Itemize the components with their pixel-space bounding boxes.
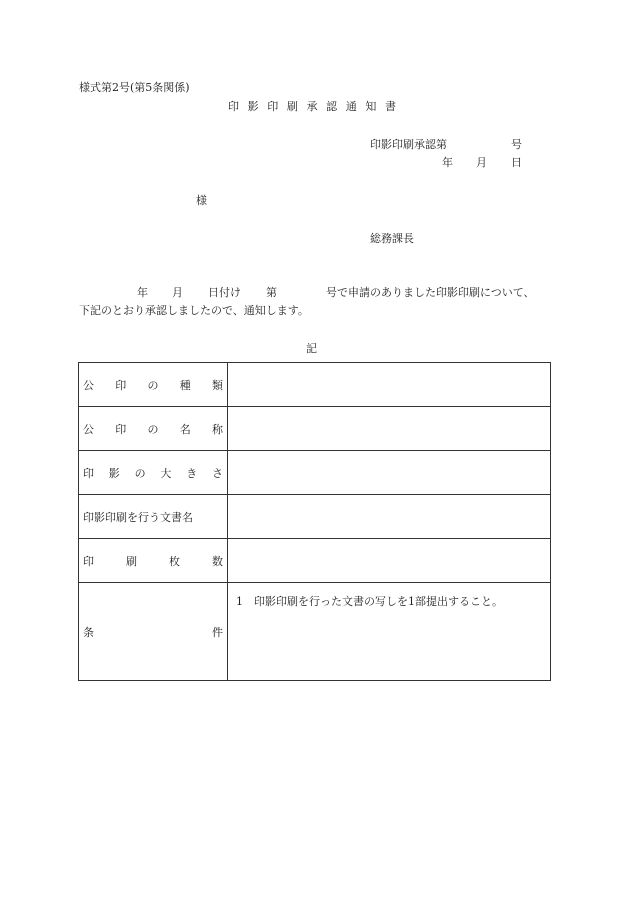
label-char: 印 [83,554,94,568]
table-row [79,539,551,583]
note-heading: 記 [306,342,317,355]
table-row [79,583,551,681]
label-char: の [134,466,146,480]
title-char: 刷 [286,100,298,113]
label-char: 件 [212,625,223,639]
body-year: 年 [137,286,148,299]
label-char: 刷 [126,554,137,568]
table-row [79,407,551,451]
body-line2: 下記のとおり承認しましたので、通知します。 [79,304,309,317]
label-char: の [147,378,159,392]
label-char: 印 [115,378,127,392]
approval-number-suffix: 号 [511,138,522,151]
label-char: 印 [115,422,127,436]
table-row [79,495,551,539]
table-row [79,363,551,407]
title-char: 印 [228,100,239,113]
title-char: 書 [385,100,396,113]
title-char: 通 [345,100,357,113]
date-day: 日 [511,156,522,169]
issuer-title: 総務課長 [370,232,414,245]
seal-type-value [228,363,551,407]
label-char: 種 [179,378,191,392]
seal-size-label [79,451,228,495]
print-count-label [79,539,228,583]
title-char: 承 [306,100,318,113]
body-month: 月 [172,286,183,299]
table-row [79,451,551,495]
label-char: 公 [83,378,94,392]
label-char: 条 [83,625,94,639]
date-month: 月 [476,156,487,169]
approval-number-prefix: 印影印刷承認第 [370,138,447,151]
label-char: 影 [108,466,120,480]
document-name-value [228,495,551,539]
seal-type-label [79,363,228,407]
form-number: 様式第2号(第5条関係) [79,81,190,94]
date-year: 年 [442,156,453,169]
document-title [228,101,396,112]
label-char: さ [211,466,223,480]
title-char: 印 [267,100,279,113]
seal-name-label [79,407,228,451]
label-char: 公 [83,422,94,436]
condition-label [79,583,228,681]
label-char: き [186,466,198,480]
condition-value: 1 印影印刷を行った文書の写しを1部提出すること。 [228,583,551,681]
approval-details-table [78,362,551,681]
label-char: 名 [179,422,191,436]
label-char: 大 [160,466,172,480]
title-char: 影 [247,100,259,113]
title-char: 認 [326,100,338,113]
body-line1-rest: 号で申請のありました印影印刷について、 [326,286,535,299]
label-char: 称 [212,422,223,436]
document-name-label: 印影印刷を行う文書名 [79,495,228,539]
body-number-prefix: 第 [266,286,277,299]
body-day-dated: 日付け [208,286,241,299]
label-char: の [147,422,159,436]
label-char: 枚 [169,554,180,568]
label-char: 類 [212,378,223,392]
title-char: 知 [365,100,377,113]
label-char: 数 [212,554,223,568]
seal-name-value [228,407,551,451]
addressee-honorific: 様 [196,194,207,207]
print-count-value [228,539,551,583]
label-char: 印 [83,466,94,480]
seal-size-value [228,451,551,495]
